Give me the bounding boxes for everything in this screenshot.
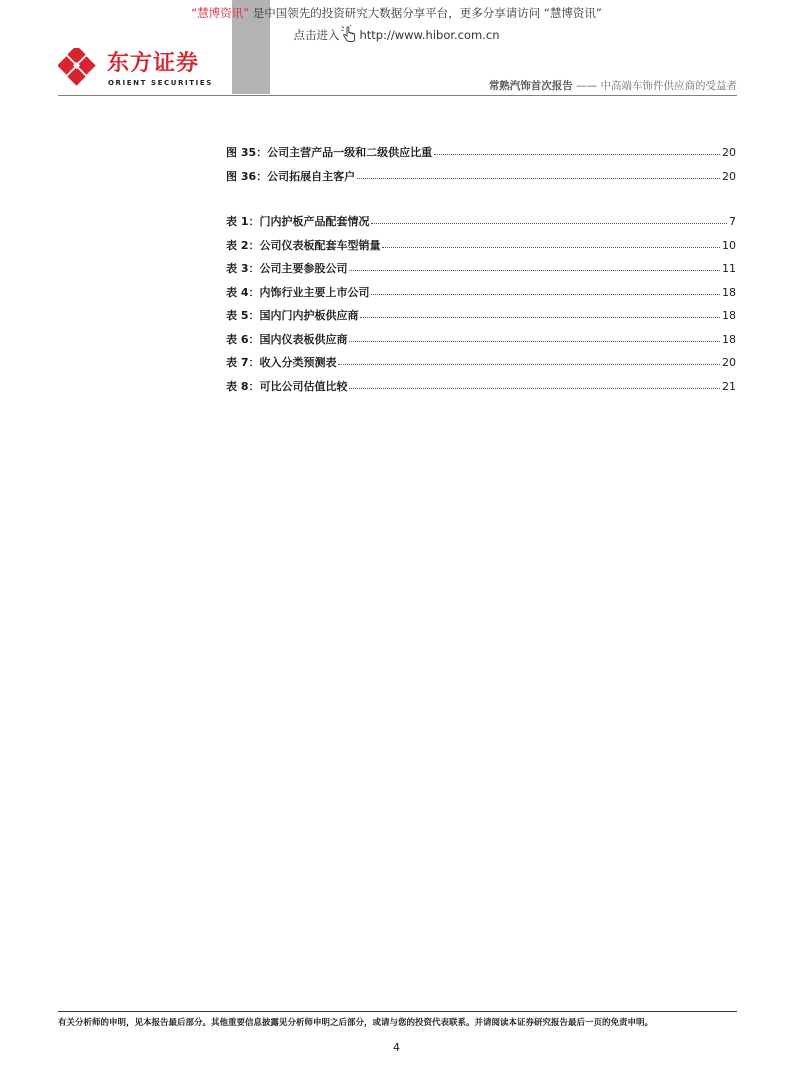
toc-tables-list <box>226 215 736 403</box>
report-header-title <box>489 80 737 93</box>
toc-leader-dots <box>371 214 727 224</box>
toc-entry-page: 11 <box>722 262 736 275</box>
toc-entry-page: 10 <box>722 238 736 252</box>
report-title: 常熟汽饰首次报告 <box>488 80 573 92</box>
logo-name-en: ORIENT SECURITIES <box>108 79 213 87</box>
header-divider <box>58 95 737 96</box>
toc-leader-dots <box>382 238 720 248</box>
toc-entry-label: 表 3：公司主要参股公司 <box>226 262 348 275</box>
toc-entry-page: 20 <box>722 146 736 159</box>
promo-brand[interactable]: “慧博资讯” <box>191 6 250 20</box>
toc-leader-dots <box>349 261 720 271</box>
toc-entry-label: 表 1：门内护板产品配套情况 <box>226 215 370 228</box>
page-number: 4 <box>393 1041 400 1054</box>
toc-entry-label: 表 5：国内门内护板供应商 <box>226 309 359 322</box>
toc-entry-page: 21 <box>722 379 736 393</box>
toc-entry-page: 18 <box>722 309 736 322</box>
logo-name-cn: 东方证券 <box>107 51 200 76</box>
toc-entry[interactable] <box>226 286 736 310</box>
toc-leader-dots <box>349 332 720 342</box>
toc-entry[interactable] <box>226 309 736 333</box>
toc-entry-label: 表 6：国内仪表板供应商 <box>226 332 348 346</box>
toc-entry-label: 图 35：公司主营产品一级和二级供应比重 <box>226 146 433 159</box>
toc-entry[interactable] <box>226 333 736 357</box>
toc-leader-dots <box>338 355 720 365</box>
footer-disclaimer: 有关分析师的申明，见本报告最后部分。其他重要信息披露见分析师申明之后部分，或请与您的投资代表联系。并请阅读本证券研究报告最后一页的免责申明。 <box>58 1018 654 1028</box>
toc-entry[interactable] <box>226 356 736 380</box>
promo-url-link[interactable]: http://www.hibor.com.cn <box>359 28 500 42</box>
promo-text: 是中国领先的投资研究大数据分享平台，更多分享请访问 <box>252 6 541 20</box>
toc-leader-dots <box>434 145 720 155</box>
toc-entry[interactable] <box>226 239 736 263</box>
toc-entry[interactable] <box>226 262 736 286</box>
toc-entry-page: 7 <box>729 215 736 228</box>
toc-leader-dots <box>357 169 720 179</box>
promo-brand-2[interactable]: “慧博资讯” <box>543 6 602 20</box>
toc-entry-label: 表 2：公司仪表板配套车型销量 <box>226 238 381 252</box>
toc-entry[interactable] <box>226 146 736 170</box>
toc-entry-label: 图 36：公司拓展自主客户 <box>226 169 356 183</box>
toc-entry-page: 18 <box>722 285 736 299</box>
toc-entry[interactable] <box>226 380 736 404</box>
toc-entry[interactable] <box>226 215 736 239</box>
company-logo <box>58 48 218 90</box>
promo-banner-line2 <box>0 25 793 46</box>
toc-entry[interactable] <box>226 170 736 194</box>
pointer-hand-icon <box>341 25 357 46</box>
toc-leader-dots <box>349 379 720 389</box>
report-subtitle: 中高端车饰件供应商的受益者 <box>600 80 737 92</box>
toc-entry-page: 20 <box>722 169 736 183</box>
logo-mark-icon <box>58 48 102 90</box>
toc-entry-label: 表 7：收入分类预测表 <box>226 356 337 369</box>
toc-entry-page: 18 <box>722 332 736 346</box>
toc-entry-label: 表 4：内饰行业主要上市公司 <box>226 285 370 299</box>
toc-leader-dots <box>371 285 720 295</box>
toc-figures-list <box>226 146 736 193</box>
toc-entry-page: 20 <box>722 356 736 369</box>
toc-entry-label: 表 8：可比公司估值比较 <box>226 379 348 393</box>
promo-enter-text: 点击进入 <box>293 28 340 42</box>
title-separator: —— <box>576 80 598 92</box>
footer-divider <box>58 1011 737 1012</box>
toc-leader-dots <box>360 308 720 318</box>
promo-banner-line1 <box>0 6 793 20</box>
